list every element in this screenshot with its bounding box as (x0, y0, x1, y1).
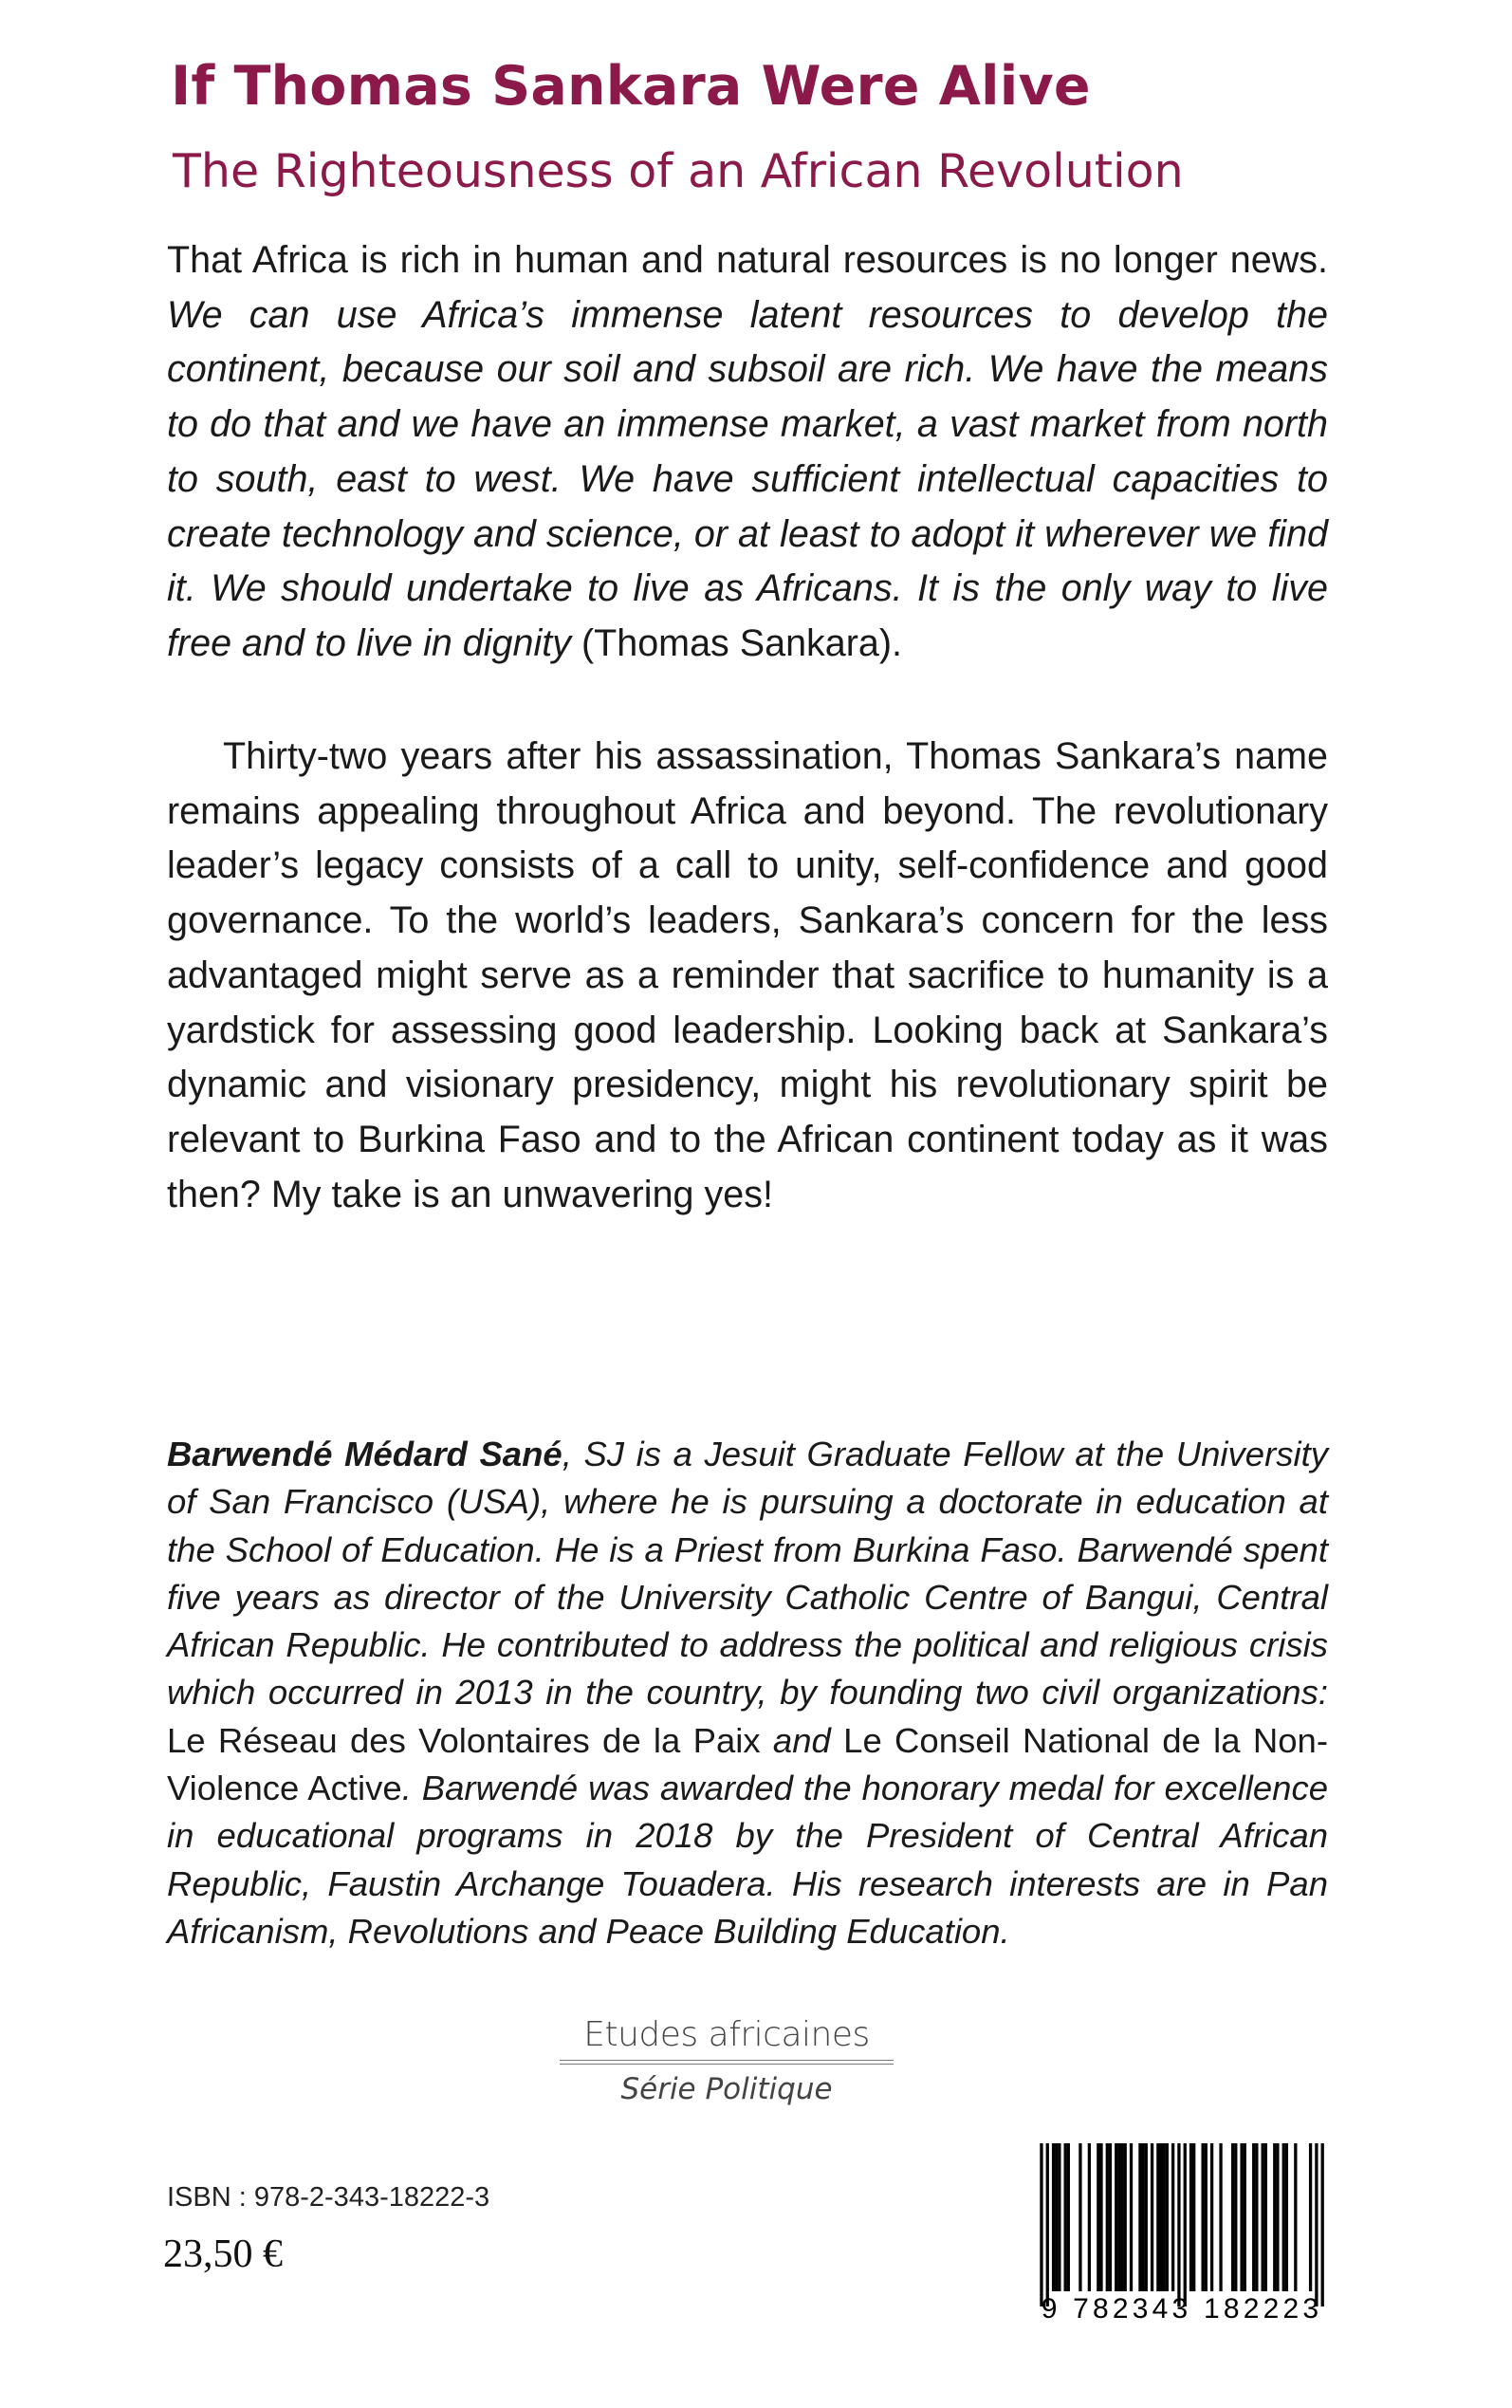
barcode-bar (1184, 2143, 1187, 2306)
barcode-bar (1097, 2143, 1099, 2291)
barcode-bar (1156, 2143, 1159, 2291)
blurb-paragraph-2 (167, 730, 1328, 1222)
barcode-bar (1252, 2143, 1255, 2291)
barcode-bar (1079, 2143, 1081, 2291)
barcode-bar (1177, 2143, 1180, 2306)
barcode-bar (1106, 2143, 1109, 2291)
barcode-bar (1099, 2143, 1102, 2291)
barcode-bar (1192, 2143, 1195, 2291)
series-logo (560, 2015, 894, 2106)
barcode-bar (1124, 2143, 1127, 2291)
barcode-bar (1264, 2143, 1267, 2291)
barcode-bar (1273, 2143, 1276, 2291)
barcode-bar (1055, 2143, 1058, 2291)
barcode-bar (1282, 2143, 1285, 2291)
barcode-bar (1159, 2143, 1162, 2291)
barcode-bar (1130, 2143, 1133, 2291)
barcode-bar (1115, 2143, 1117, 2291)
barcode-bar (1171, 2143, 1174, 2291)
barcode-bar (1201, 2143, 1204, 2291)
series-divider (560, 2060, 894, 2065)
barcode-bar (1109, 2143, 1112, 2291)
bio-and: and (760, 1720, 844, 1760)
organization-2: Le Conseil National de la Non-Violence Active (167, 1720, 1328, 1808)
barcode-bar (1138, 2143, 1141, 2291)
barcode-bar (1294, 2143, 1297, 2291)
blurb-paragraph-2-text: Thirty-two years after his assassination, Thomas Sankara’s name remains appealing throughout Africa and beyond. The revolutionary leader’s legacy consists of a call to unity, self-confidence and good governance. To the world’s leaders, Sankara’s concern for the less advantaged might serve as a reminder that sacrifice to humanity is a yardstick for assessing good leadership. Looking back at Sankara’s dynamic and visionary presidency, might his revolutionary spirit be relevant to Burkina Faso and to the African continent today as it was then? My take is an unwavering yes! (167, 735, 1328, 1215)
barcode-bar (1052, 2143, 1055, 2291)
barcode-bar (1276, 2143, 1279, 2291)
price: 23,50 € (163, 2232, 283, 2276)
barcode-bar (1309, 2143, 1312, 2291)
barcode-bar (1067, 2143, 1070, 2291)
barcode-bar (1205, 2143, 1208, 2291)
barcode-bar (1262, 2143, 1264, 2291)
barcode-bar (1315, 2143, 1318, 2306)
barcode-bar (1120, 2143, 1123, 2291)
series-subtitle: Série Politique (620, 2072, 833, 2106)
barcode-bar (1255, 2143, 1258, 2291)
barcode-bar (1064, 2143, 1067, 2291)
barcode-bar (1151, 2143, 1153, 2291)
author-bio (167, 1431, 1328, 1955)
barcode-bar (1285, 2143, 1288, 2291)
barcode-bar (1231, 2143, 1234, 2291)
barcode-bar (1163, 2143, 1166, 2291)
barcode-bar (1219, 2143, 1222, 2291)
blurb-paragraph-1 (167, 233, 1328, 672)
barcode-bar (1145, 2143, 1148, 2291)
book-title: If Thomas Sankara Were Alive (171, 55, 1091, 118)
barcode-bar (1040, 2143, 1042, 2306)
barcode-digits: 9 782343 182223 (1041, 2293, 1323, 2325)
barcode-bar (1117, 2143, 1120, 2291)
series-name: Etudes africaines (583, 2015, 870, 2054)
barcode-bar (1189, 2143, 1192, 2291)
blurb-intro: That Africa is rich in human and natural resources is no longer news. (167, 239, 1328, 281)
barcode-bar (1166, 2143, 1169, 2291)
barcode-bar (1088, 2143, 1091, 2291)
bio-part-1: , SJ is a Jesuit Graduate Fellow at the University of San Francisco (USA), where he is pursuing a doctorate in education at the School of Education. He is a Priest from Burkina Faso. Barwendé spent five years as director of the University Catholic Centre of Bangui, Central African Republic. He contributed to address the political and religious crisis which occurred in 2013 in the country, by founding two civil organizations: (167, 1435, 1328, 1713)
sankara-quote: We can use Africa’s immense latent resources to develop the continent, because our soil and subsoil are rich. We have the means to do that and we have an immense market, a vast market from north to south, east to west. We have sufficient intellectual capacities to create technology and science, or at least to adopt it wherever we find it. We should undertake to live as Africans. It is the only way to live free and to live in dignity (167, 293, 1328, 664)
isbn-number: ISBN : 978-2-343-18222-3 (167, 2182, 490, 2213)
barcode-bar (1321, 2143, 1324, 2306)
book-subtitle: The Righteousness of an African Revolution (173, 144, 1184, 198)
barcode-bar (1046, 2143, 1049, 2306)
bio-part-2: . Barwendé was awarded the honorary medal for excellence in educational programs in 2018 by the President of Central African Republic, Faustin Archange Touadera. His research interests are in Pan Africanism, Revolutions and Peace Building Education. (167, 1769, 1328, 1951)
organization-1: Le Réseau des Volontaires de la Paix (167, 1720, 761, 1760)
barcode-bar (1234, 2143, 1237, 2291)
barcode-bar (1240, 2143, 1243, 2291)
author-name: Barwendé Médard Sané (167, 1435, 562, 1473)
quote-attribution: (Thomas Sankara). (570, 621, 903, 664)
barcode-bar (1058, 2143, 1060, 2291)
barcode-bar (1210, 2143, 1213, 2291)
barcode-bar (1244, 2143, 1246, 2291)
barcode (1034, 2143, 1330, 2324)
barcode-bar (1141, 2143, 1144, 2291)
